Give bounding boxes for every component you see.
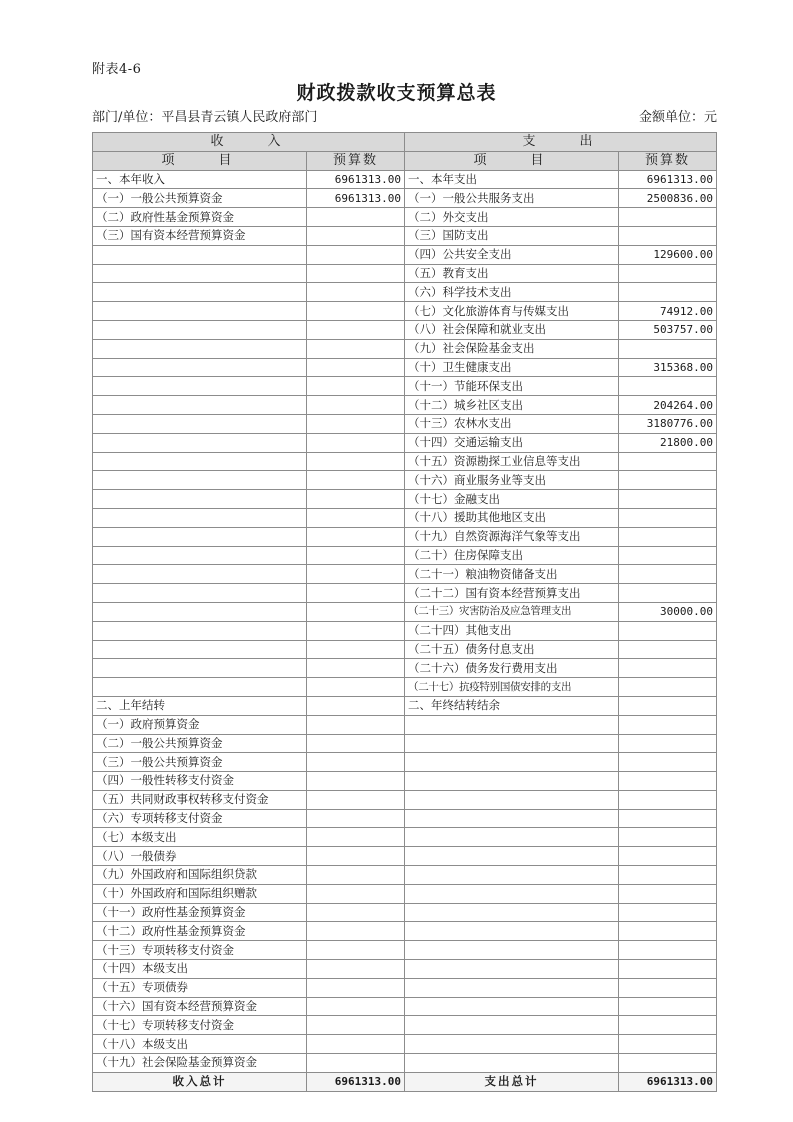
income-item-cell: 一、本年收入 [93, 170, 307, 189]
income-item-cell [93, 546, 307, 565]
department-label: 部门/单位：平昌县青云镇人民政府部门 [92, 110, 318, 125]
table-row [93, 226, 717, 245]
expense-item-cell [405, 753, 619, 772]
income-budget-header: 预算数 [307, 151, 405, 170]
income-value-cell [307, 621, 405, 640]
income-value-cell [307, 584, 405, 603]
expense-item-cell [405, 828, 619, 847]
table-row [93, 922, 717, 941]
expense-item-cell [405, 1054, 619, 1073]
income-value-cell [307, 602, 405, 621]
income-item-cell: （七）本级支出 [93, 828, 307, 847]
expense-value-cell [619, 490, 717, 509]
expense-value-cell [619, 339, 717, 358]
income-value-cell [307, 772, 405, 791]
expense-value-cell [619, 1035, 717, 1054]
expense-value-cell [619, 508, 717, 527]
expense-value-cell: 21800.00 [619, 433, 717, 452]
expense-value-cell: 3180776.00 [619, 414, 717, 433]
table-row [93, 960, 717, 979]
income-item-cell: （八）一般债券 [93, 847, 307, 866]
table-row [93, 753, 717, 772]
expense-value-cell [619, 678, 717, 697]
expense-item-cell: （十二）城乡社区支出 [405, 396, 619, 415]
table-row [93, 245, 717, 264]
income-item-cell [93, 659, 307, 678]
expense-value-cell [619, 208, 717, 227]
table-row [93, 941, 717, 960]
expense-value-cell [619, 847, 717, 866]
table-row [93, 358, 717, 377]
income-item-cell [93, 508, 307, 527]
income-value-cell [307, 339, 405, 358]
expense-item-cell: （二十二）国有资本经营预算支出 [405, 584, 619, 603]
expense-value-cell [619, 1016, 717, 1035]
table-row [93, 546, 717, 565]
income-value-cell [307, 997, 405, 1016]
table-row [93, 621, 717, 640]
expense-item-cell: （二）外交支出 [405, 208, 619, 227]
expense-item-cell [405, 715, 619, 734]
income-item-cell [93, 433, 307, 452]
expense-value-cell [619, 226, 717, 245]
expense-item-cell: （二十三）灾害防治及应急管理支出 [405, 602, 619, 621]
table-row [93, 1035, 717, 1054]
income-value-cell [307, 753, 405, 772]
expense-value-cell [619, 941, 717, 960]
expense-value-cell [619, 471, 717, 490]
expense-item-cell [405, 809, 619, 828]
expense-total-label: 支出总计 [405, 1072, 619, 1091]
income-item-cell: （十四）本级支出 [93, 960, 307, 979]
amount-unit-label: 金额单位：元 [638, 110, 717, 125]
income-item-cell [93, 565, 307, 584]
expense-value-cell [619, 452, 717, 471]
income-item-cell: （十八）本级支出 [93, 1035, 307, 1054]
expense-value-cell: 6961313.00 [619, 170, 717, 189]
expense-budget-header: 预算数 [619, 151, 717, 170]
income-value-cell [307, 471, 405, 490]
expense-item-cell: （四）公共安全支出 [405, 245, 619, 264]
table-row [93, 1054, 717, 1073]
expense-value-cell [619, 1054, 717, 1073]
table-row [93, 189, 717, 208]
income-item-cell: （二）一般公共预算资金 [93, 734, 307, 753]
income-item-cell [93, 490, 307, 509]
income-value-cell [307, 715, 405, 734]
income-item-cell: （五）共同财政事权转移支付资金 [93, 790, 307, 809]
income-value-cell [307, 527, 405, 546]
expense-section-header: 支 出 [405, 133, 717, 152]
expense-item-cell: （十四）交通运输支出 [405, 433, 619, 452]
income-item-cell: （二）政府性基金预算资金 [93, 208, 307, 227]
table-row [93, 884, 717, 903]
income-item-cell: （十六）国有资本经营预算资金 [93, 997, 307, 1016]
expense-item-cell [405, 922, 619, 941]
expense-item-cell: （五）教育支出 [405, 264, 619, 283]
expense-item-cell [405, 734, 619, 753]
expense-item-cell: 二、年终结转结余 [405, 696, 619, 715]
expense-value-cell [619, 565, 717, 584]
expense-item-cell: （十一）节能环保支出 [405, 377, 619, 396]
expense-item-cell: （十）卫生健康支出 [405, 358, 619, 377]
table-row [93, 847, 717, 866]
income-value-cell [307, 414, 405, 433]
expense-value-cell: 30000.00 [619, 602, 717, 621]
income-value-cell [307, 734, 405, 753]
expense-value-cell [619, 527, 717, 546]
income-item-cell [93, 245, 307, 264]
income-value-cell [307, 1054, 405, 1073]
table-row [93, 678, 717, 697]
income-item-cell: （十三）专项转移支付资金 [93, 941, 307, 960]
table-row [93, 339, 717, 358]
document-title: 财政拨款收支预算总表 [296, 82, 497, 104]
income-item-cell: （十一）政府性基金预算资金 [93, 903, 307, 922]
expense-value-cell [619, 753, 717, 772]
budget-table-body [93, 170, 717, 1072]
income-item-cell [93, 414, 307, 433]
income-value-cell [307, 283, 405, 302]
income-item-cell [93, 640, 307, 659]
income-value-cell [307, 490, 405, 509]
table-row [93, 734, 717, 753]
expense-value-cell: 315368.00 [619, 358, 717, 377]
income-value-cell [307, 978, 405, 997]
expense-value-cell [619, 715, 717, 734]
income-item-header: 项 目 [93, 151, 307, 170]
expense-item-cell: （八）社会保障和就业支出 [405, 320, 619, 339]
income-item-cell: （十二）政府性基金预算资金 [93, 922, 307, 941]
income-value-cell [307, 696, 405, 715]
expense-item-cell [405, 772, 619, 791]
expense-item-cell: （二十五）债务付息支出 [405, 640, 619, 659]
income-value-cell [307, 640, 405, 659]
expense-item-cell: （十九）自然资源海洋气象等支出 [405, 527, 619, 546]
expense-item-cell: （十三）农林水支出 [405, 414, 619, 433]
income-item-cell: （十五）专项债券 [93, 978, 307, 997]
income-value-cell [307, 866, 405, 885]
expense-item-cell: （十七）金融支出 [405, 490, 619, 509]
expense-value-cell [619, 828, 717, 847]
expense-value-cell [619, 922, 717, 941]
income-value-cell [307, 565, 405, 584]
table-row [93, 377, 717, 396]
expense-item-cell: （二十四）其他支出 [405, 621, 619, 640]
table-row [93, 264, 717, 283]
income-item-cell: （三）国有资本经营预算资金 [93, 226, 307, 245]
income-item-cell [93, 264, 307, 283]
section-header-row [93, 133, 717, 152]
expense-item-cell [405, 997, 619, 1016]
expense-total-value: 6961313.00 [619, 1072, 717, 1091]
expense-value-cell [619, 621, 717, 640]
income-item-cell: （十）外国政府和国际组织赠款 [93, 884, 307, 903]
income-item-cell [93, 678, 307, 697]
expense-value-cell: 204264.00 [619, 396, 717, 415]
table-row [93, 978, 717, 997]
income-item-cell [93, 527, 307, 546]
table-row [93, 997, 717, 1016]
table-row [93, 584, 717, 603]
expense-value-cell [619, 584, 717, 603]
table-row [93, 490, 717, 509]
table-row [93, 565, 717, 584]
expense-value-cell [619, 866, 717, 885]
table-row [93, 208, 717, 227]
expense-value-cell [619, 696, 717, 715]
income-value-cell [307, 790, 405, 809]
income-value-cell [307, 903, 405, 922]
expense-item-header: 项 目 [405, 151, 619, 170]
income-value-cell: 6961313.00 [307, 170, 405, 189]
income-value-cell [307, 659, 405, 678]
table-row [93, 452, 717, 471]
expense-value-cell [619, 264, 717, 283]
income-item-cell [93, 584, 307, 603]
income-item-cell: 二、上年结转 [93, 696, 307, 715]
income-item-cell [93, 396, 307, 415]
expense-item-cell [405, 960, 619, 979]
expense-item-cell: （二十一）粮油物资储备支出 [405, 565, 619, 584]
income-value-cell [307, 320, 405, 339]
expense-item-cell: （一）一般公共服务支出 [405, 189, 619, 208]
income-total-label: 收入总计 [93, 1072, 307, 1091]
expense-item-cell: （六）科学技术支出 [405, 283, 619, 302]
expense-item-cell [405, 1016, 619, 1035]
budget-table [92, 132, 717, 1092]
income-item-cell [93, 358, 307, 377]
expense-item-cell: （二十六）债务发行费用支出 [405, 659, 619, 678]
expense-item-cell: （三）国防支出 [405, 226, 619, 245]
income-item-cell [93, 452, 307, 471]
table-row [93, 809, 717, 828]
expense-value-cell: 2500836.00 [619, 189, 717, 208]
table-row [93, 790, 717, 809]
income-item-cell: （三）一般公共预算资金 [93, 753, 307, 772]
table-row [93, 828, 717, 847]
expense-value-cell [619, 659, 717, 678]
total-row [93, 1072, 717, 1091]
income-value-cell [307, 358, 405, 377]
expense-value-cell: 503757.00 [619, 320, 717, 339]
column-header-row [93, 151, 717, 170]
income-item-cell: （十九）社会保险基金预算资金 [93, 1054, 307, 1073]
table-row [93, 640, 717, 659]
expense-value-cell: 129600.00 [619, 245, 717, 264]
table-row [93, 283, 717, 302]
table-row [93, 433, 717, 452]
expense-item-cell: （十八）援助其他地区支出 [405, 508, 619, 527]
income-value-cell: 6961313.00 [307, 189, 405, 208]
expense-value-cell: 74912.00 [619, 302, 717, 321]
expense-item-cell: （二十七）抗疫特别国债安排的支出 [405, 678, 619, 697]
income-section-header: 收 入 [93, 133, 405, 152]
income-value-cell [307, 508, 405, 527]
table-row [93, 170, 717, 189]
income-value-cell [307, 302, 405, 321]
income-item-cell [93, 377, 307, 396]
attachment-label: 附表4-6 [92, 62, 142, 77]
table-row [93, 414, 717, 433]
income-item-cell: （四）一般性转移支付资金 [93, 772, 307, 791]
income-value-cell [307, 809, 405, 828]
income-value-cell [307, 678, 405, 697]
expense-value-cell [619, 884, 717, 903]
expense-value-cell [619, 997, 717, 1016]
expense-value-cell [619, 809, 717, 828]
table-row [93, 527, 717, 546]
table-row [93, 866, 717, 885]
table-row [93, 320, 717, 339]
expense-item-cell: （七）文化旅游体育与传媒支出 [405, 302, 619, 321]
expense-value-cell [619, 640, 717, 659]
expense-value-cell [619, 790, 717, 809]
expense-value-cell [619, 283, 717, 302]
income-item-cell [93, 320, 307, 339]
income-value-cell [307, 941, 405, 960]
income-value-cell [307, 922, 405, 941]
expense-item-cell [405, 790, 619, 809]
expense-value-cell [619, 903, 717, 922]
expense-item-cell: （十五）资源勘探工业信息等支出 [405, 452, 619, 471]
income-value-cell [307, 452, 405, 471]
income-value-cell [307, 396, 405, 415]
expense-item-cell [405, 941, 619, 960]
income-value-cell [307, 433, 405, 452]
income-item-cell [93, 283, 307, 302]
income-item-cell [93, 621, 307, 640]
income-value-cell [307, 1016, 405, 1035]
expense-item-cell [405, 903, 619, 922]
table-row [93, 696, 717, 715]
income-item-cell: （一）一般公共预算资金 [93, 189, 307, 208]
expense-item-cell [405, 978, 619, 997]
income-item-cell: （六）专项转移支付资金 [93, 809, 307, 828]
income-value-cell [307, 847, 405, 866]
table-row [93, 471, 717, 490]
expense-value-cell [619, 734, 717, 753]
expense-item-cell: （二十）住房保障支出 [405, 546, 619, 565]
income-item-cell [93, 471, 307, 490]
income-item-cell [93, 302, 307, 321]
expense-item-cell [405, 866, 619, 885]
income-value-cell [307, 208, 405, 227]
table-row [93, 602, 717, 621]
income-value-cell [307, 828, 405, 847]
income-value-cell [307, 884, 405, 903]
income-total-value: 6961313.00 [307, 1072, 405, 1091]
table-row [93, 903, 717, 922]
expense-item-cell: （九）社会保险基金支出 [405, 339, 619, 358]
income-item-cell [93, 602, 307, 621]
table-row [93, 508, 717, 527]
expense-value-cell [619, 546, 717, 565]
income-item-cell: （九）外国政府和国际组织贷款 [93, 866, 307, 885]
income-item-cell: （一）政府预算资金 [93, 715, 307, 734]
income-value-cell [307, 245, 405, 264]
expense-item-cell: 一、本年支出 [405, 170, 619, 189]
table-row [93, 659, 717, 678]
income-value-cell [307, 226, 405, 245]
expense-item-cell [405, 884, 619, 903]
table-row [93, 396, 717, 415]
expense-item-cell [405, 847, 619, 866]
income-value-cell [307, 546, 405, 565]
table-row [93, 772, 717, 791]
income-value-cell [307, 960, 405, 979]
income-value-cell [307, 264, 405, 283]
expense-value-cell [619, 960, 717, 979]
expense-item-cell: （十六）商业服务业等支出 [405, 471, 619, 490]
table-row [93, 715, 717, 734]
expense-value-cell [619, 377, 717, 396]
table-row [93, 1016, 717, 1035]
expense-item-cell [405, 1035, 619, 1054]
income-item-cell [93, 339, 307, 358]
table-row [93, 302, 717, 321]
income-value-cell [307, 377, 405, 396]
income-value-cell [307, 1035, 405, 1054]
expense-value-cell [619, 772, 717, 791]
expense-value-cell [619, 978, 717, 997]
income-item-cell: （十七）专项转移支付资金 [93, 1016, 307, 1035]
